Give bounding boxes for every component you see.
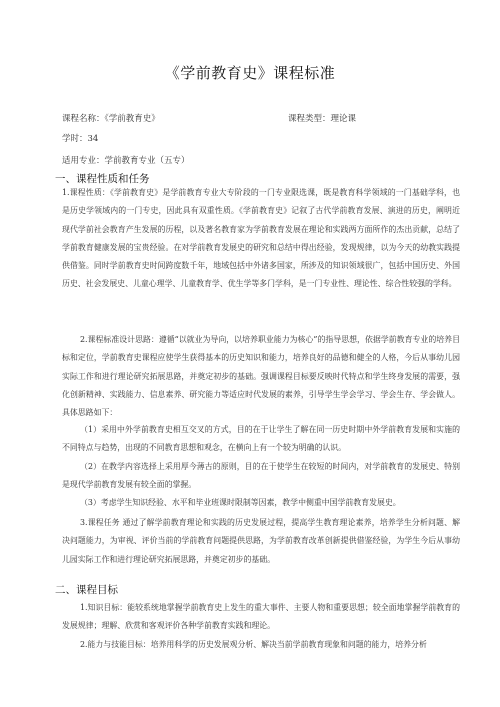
paragraph-knowledge-goal: 1.知识目标：能较系统地掌握学前教育史上发生的重大事件、主要人物和重要思想；较全面地掌握学前教育的发展规律；理解、欣赏和客观评价各种学前教育实践和理论。	[62, 603, 460, 631]
paragraph-ability-goal: 2.能力与技能目标：培养用科学的历史发展观分析、解决当前学前教育现象和问题的能力，培养分析	[80, 640, 427, 649]
section-heading-goals: 二、课程目标	[55, 584, 118, 596]
paragraph-course-nature: 1.课程性质：《学前教育史》是学前教育专业大专阶段的一门专业限选课，既是教育科学领域的一门基础学科，也是历史学领域内的一门专史，因此具有双重性质。《学前教育史》记叙了古代学前教育发展、演进的历史，阐明近现代学前社会教育产生发展的历程，以及著名教育家为学前教育发展在理论和实践两方面所作的杰出贡献，总结了学前教育健康发展的宝贵经验。在对学前教育发展史的研究和总结中得出经验，发现规律，以为今天的幼教实践提供借鉴。同时学前教育史时间跨度数千年，地域包括中外诸多国家，所涉及的知识领域很广，包括中国历史、外国历史、社会发展史、儿童心理学、儿童教育学、优生学等多门学科，是一门专业性、理论性、综合性较强的学科。	[62, 188, 460, 289]
paragraph-design-idea: 2.课程标准设计思路：遵循“以就业为导向，以培养职业能力为核心”的指导思想，依据学前教育专业的培养目标和定位，学前教育史课程应使学生获得基本的历史知识和能力，培养良好的品德和健全的人格，今后从事幼儿园实际工作和进行理论研究拓展思路，并奠定初步的基础。强调课程目标要反映时代特点和学生终身发展的需要，强化创新精神、实践能力、信息素养、研究能力等适应时代发展的素养，引导学生学会学习、学会生存、学会做人。具体思路如下：	[62, 335, 460, 418]
course-type: 课程类型：理论课	[288, 114, 357, 124]
page-title: 《学前教育史》课程标准	[164, 64, 336, 82]
course-name: 课程名称：《学前教育史》	[62, 114, 160, 124]
paragraph-idea-1: （1）采用中外学前教育史相互交叉的方式，目的在于让学生了解在同一历史时期中外学前教育发展和实施的不同特点与趋势，出现的不同教育思想和观念，在横向上有一个较为明确的认识。	[62, 425, 460, 453]
paragraph-course-task: 3.课程任务 通过了解学前教育理论和实践的历史发展过程，提高学生教育理论素养，培养学生分析问题、解决问题能力，为审视、评价当前的学前教育问题提供思路，为学前教育改革创新提供借鉴经验，为学生今后从事幼儿园实际工作和进行理论研究拓展思路，并奠定初步的基础。	[62, 518, 460, 564]
paragraph-idea-3: （3）考虑学生知识经验、水平和毕业班课时限制等因素，教学中侧重中国学前教育发展史。	[80, 498, 401, 507]
applicable-major: 适用专业：学前教育专业（五专）	[62, 156, 190, 166]
paragraph-idea-2: （2）在教学内容选择上采用厚今薄古的原则，目的在于使学生在较短的时间内，对学前教育的发展史、特别是现代学前教育发展有较全面的掌握。	[62, 462, 460, 490]
course-hours: 学时：34	[62, 134, 99, 144]
section-heading-nature: 一、课程性质和任务	[55, 173, 150, 185]
